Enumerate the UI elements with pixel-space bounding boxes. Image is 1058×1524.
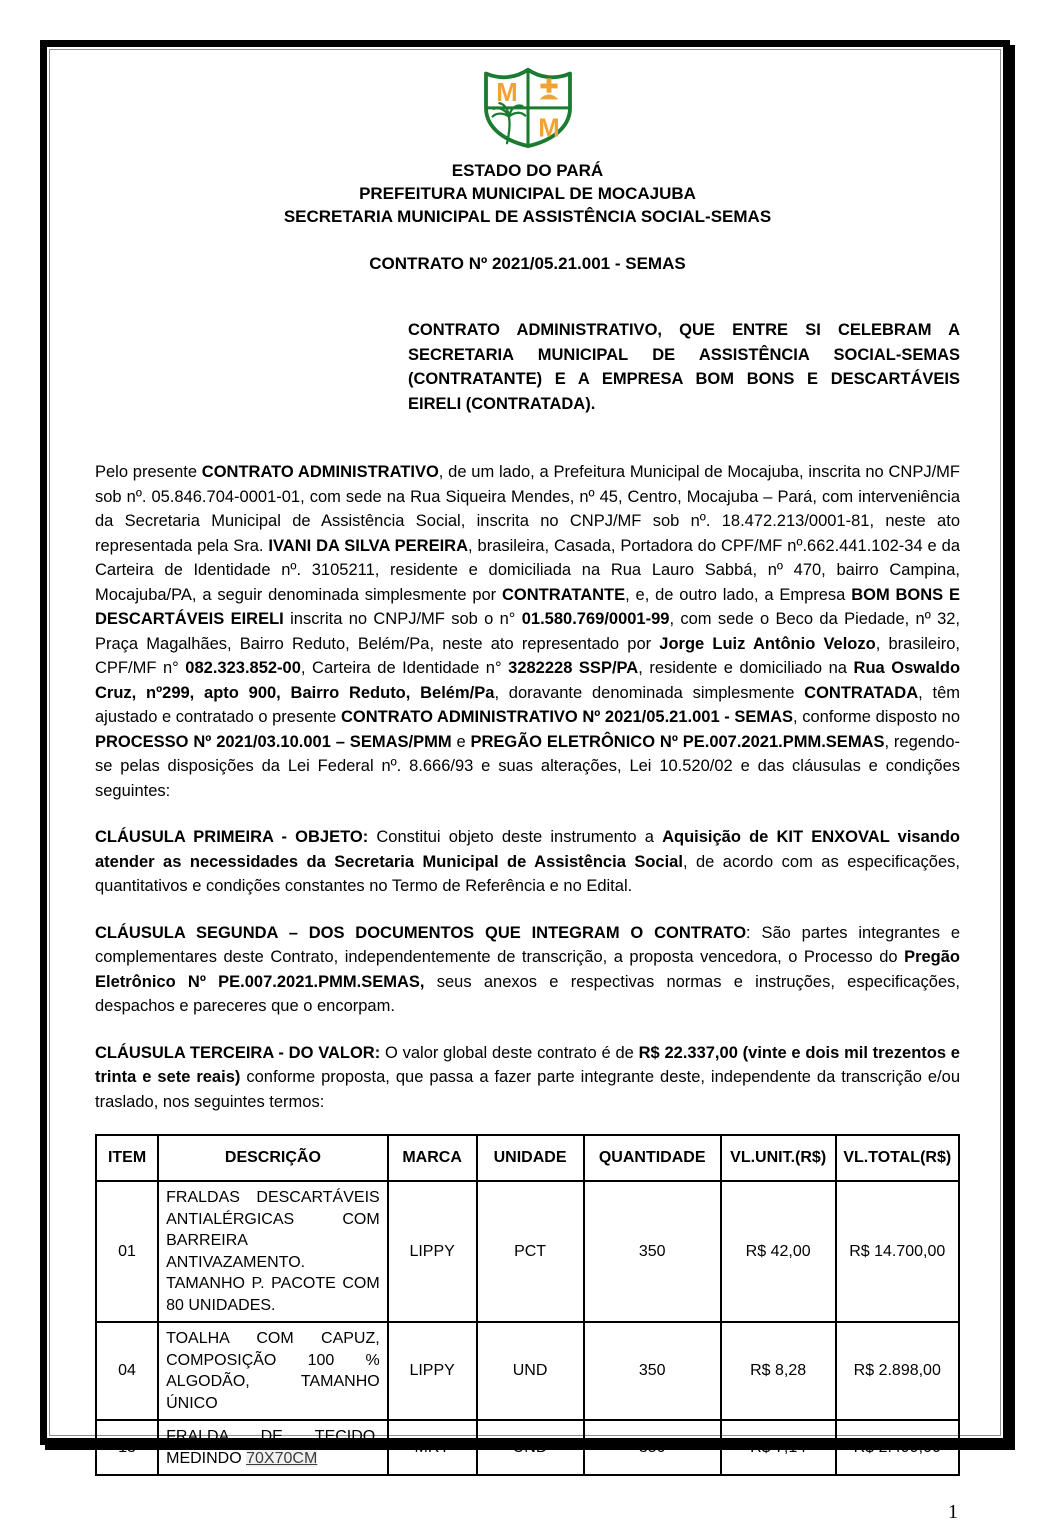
- text-segment: CLÁUSULA PRIMEIRA - OBJETO:: [95, 828, 369, 846]
- paragraph-clausula-primeira: [95, 825, 960, 899]
- cell-marca: MRY: [388, 1420, 477, 1475]
- cell-descricao: [158, 1420, 388, 1475]
- text-segment: Aquisição de KIT ENXOVAL visando atender as necessidades da Secretaria Municipal de Assistência Social: [95, 828, 960, 871]
- text-segment: FRALDA DE TECIDO, MEDINDO: [166, 1428, 380, 1467]
- column-header: QUANTIDADE: [584, 1135, 721, 1181]
- text-segment: seus anexos e respectivas normas e instruções, especificações, despachos e pareceres que o encorpam.: [95, 972, 960, 1015]
- column-header: VL.TOTAL(R$): [836, 1135, 959, 1181]
- org-line: SECRETARIA MUNICIPAL DE ASSISTÊNCIA SOCIAL-SEMAS: [283, 207, 772, 226]
- org-line: ESTADO DO PARÁ: [451, 161, 604, 180]
- cell-descricao: [158, 1322, 388, 1420]
- cell-item: 01: [96, 1181, 158, 1322]
- text-segment: , de um lado, a Prefeitura Municipal de Mocajuba, inscrita no CNPJ/MF sob nº. 05.846.704-0001-01, com sede na Rua Siqueira Mendes, nº 45, Centro, Mocajuba – Pará, com interveniência da Secretaria Municipal de Assistência Social, inscrita no CNPJ/MF sob nº. 18.472.213/0001-81, neste ato representada pela Sra.: [95, 463, 960, 555]
- text-segment: R$ 22.337,00 (vinte e dois mil trezentos e trinta e sete reais): [95, 1043, 960, 1086]
- cell-quantidade: 350: [584, 1181, 721, 1322]
- text-segment: CLÁUSULA TERCEIRA - DO VALOR:: [95, 1043, 381, 1062]
- text-segment: : São partes integrantes e complementares deste Contrato, independentemente de transcrição, a proposta vencedora, o Processo do: [95, 923, 960, 966]
- text-segment: CONTRATO ADMINISTRATIVO, QUE ENTRE SI CELEBRAM A SECRETARIA MUNICIPAL DE ASSISTÊNCIA SOCIAL-SEMAS (CONTRATANTE) E A EMPRESA BOM BONS E DESCARTÁVEIS EIRELI (CONTRATADA).: [408, 321, 960, 413]
- text-segment: Jorge Luiz Antônio Velozo: [659, 634, 876, 653]
- paragraph-clausula-terceira: [95, 1041, 960, 1115]
- text-segment: O valor global deste contrato é de: [380, 1043, 639, 1062]
- table-row: [96, 1181, 959, 1322]
- cell-unidade: UND: [477, 1322, 584, 1420]
- page-inner-border: [49, 49, 1001, 1523]
- svg-text:M: M: [495, 79, 518, 108]
- cell-descricao: [158, 1181, 388, 1322]
- items-table: [95, 1134, 960, 1476]
- cell-vl-unit: R$ 7,14: [721, 1420, 836, 1475]
- text-segment: , brasileiro, CPF/MF n°: [95, 634, 961, 677]
- logo-wrap: [95, 64, 960, 155]
- text-segment: Pelo presente: [95, 463, 202, 481]
- text-segment: 70X70CM: [246, 1449, 318, 1467]
- cell-vl-total: R$ 14.700,00: [836, 1181, 959, 1322]
- text-segment: Constitui objeto deste instrumento a: [368, 828, 663, 846]
- text-segment: CONTRATO ADMINISTRATIVO Nº 2021/05.21.001 - SEMAS: [340, 708, 793, 726]
- cell-marca: LIPPY: [388, 1181, 477, 1322]
- org-lines: [95, 159, 960, 228]
- text-segment: , regendo-se pelas disposições da Lei Federal nº. 8.666/93 e suas alterações, Lei 10.520/02 e das cláusulas e condições seguintes:: [95, 732, 960, 800]
- items-table-header-row: [96, 1135, 959, 1181]
- column-header: MARCA: [388, 1135, 477, 1181]
- text-segment: inscrita no CNPJ/MF sob o n°: [283, 610, 522, 628]
- cell-vl-unit: R$ 42,00: [721, 1181, 836, 1322]
- text-segment: , conforme disposto no: [793, 708, 960, 726]
- table-row: [96, 1322, 959, 1420]
- text-segment: CONTRATANTE: [502, 585, 626, 604]
- cell-marca: LIPPY: [388, 1322, 477, 1420]
- column-header: ITEM: [96, 1135, 158, 1181]
- items-table-body: [96, 1181, 959, 1475]
- cell-vl-total: R$ 2.499,00: [836, 1420, 959, 1475]
- cell-vl-unit: R$ 8,28: [721, 1322, 836, 1420]
- contract-title: CONTRATO Nº 2021/05.21.001 - SEMAS: [369, 254, 686, 273]
- text-segment: , Carteira de Identidade n°: [300, 659, 509, 677]
- text-segment: 082.323.852-00: [185, 659, 301, 677]
- page-number: 1: [948, 1501, 958, 1523]
- column-header: UNIDADE: [477, 1135, 584, 1181]
- page-border: [40, 40, 1010, 1523]
- text-segment: CONTRATO ADMINISTRATIVO: [201, 463, 439, 481]
- cell-item: 13: [96, 1420, 158, 1475]
- text-segment: CONTRATADA: [804, 683, 919, 702]
- org-line: PREFEITURA MUNICIPAL DE MOCAJUBA: [359, 184, 696, 203]
- text-segment: , doravante denominada simplesmente: [494, 683, 805, 702]
- cell-unidade: UND: [477, 1420, 584, 1475]
- text-segment: Pregão Eletrônico Nº PE.007.2021.PMM.SEMAS,: [95, 948, 960, 991]
- column-header: VL.UNIT.(R$): [721, 1135, 836, 1181]
- text-segment: conforme proposta, que passa a fazer parte integrante deste, independente da transcrição e/ou traslado, nos seguintes termos:: [95, 1068, 960, 1111]
- svg-text:M: M: [537, 114, 560, 143]
- text-segment: TOALHA COM CAPUZ, COMPOSIÇÃO 100 % ALGODÃO, TAMANHO ÚNICO: [166, 1330, 380, 1412]
- municipal-crest-icon: [480, 64, 576, 148]
- text-segment: , brasileira, Casada, Portadora do CPF/MF nº.662.441.102-34 e da Carteira de Identidade nº. 3105211, residente e domiciliada na Rua Lauro Sabbá, nº 470, bairro Campina, Mocajuba/PA, a seguir denominada simplesmente por: [95, 536, 960, 604]
- cell-unidade: PCT: [477, 1181, 584, 1322]
- cell-quantidade: 350: [584, 1420, 721, 1475]
- cell-vl-total: R$ 2.898,00: [836, 1322, 959, 1420]
- text-segment: , residente e domiciliado na: [638, 659, 854, 677]
- column-header: DESCRIÇÃO: [158, 1135, 388, 1181]
- text-segment: CLÁUSULA SEGUNDA – DOS DOCUMENTOS QUE INTEGRAM O CONTRATO: [95, 923, 747, 942]
- text-segment: 3282228 SSP/PA: [508, 659, 639, 677]
- text-segment: IVANI DA SILVA PEREIRA: [268, 536, 469, 555]
- text-segment: , têm ajustado e contratado o presente: [95, 683, 961, 726]
- table-row: [96, 1420, 959, 1475]
- text-segment: , com sede o Beco da Piedade, nº 32, Praça Magalhães, Bairro Reduto, Belém/Pa, neste ato representado por: [95, 610, 961, 653]
- cell-quantidade: 350: [584, 1322, 721, 1420]
- text-segment: BOM BONS E DESCARTÁVEIS EIRELI: [95, 585, 961, 628]
- text-segment: FRALDAS DESCARTÁVEIS ANTIALÉRGICAS COM BARREIRA ANTIVAZAMENTO. TAMANHO P. PACOTE COM 80 UNIDADES.: [166, 1189, 380, 1314]
- text-segment: 01.580.769/0001-99: [521, 610, 670, 628]
- text-segment: Rua Oswaldo Cruz, nº299, apto 900, Bairro Reduto, Belém/Pa: [95, 659, 961, 702]
- paragraph-preambulo: [95, 460, 960, 803]
- recital-block: [408, 318, 960, 416]
- text-segment: , de acordo com as especificações, quantitativos e condições constantes no Termo de Referência e no Edital.: [95, 852, 960, 895]
- text-segment: , e, de outro lado, a Empresa: [625, 585, 852, 604]
- document-content: [50, 50, 1000, 1524]
- text-segment: e: [451, 732, 471, 751]
- text-segment: PREGÃO ELETRÔNICO Nº PE.007.2021.PMM.SEMAS: [470, 732, 885, 751]
- cell-item: 04: [96, 1322, 158, 1420]
- text-segment: PROCESSO Nº 2021/03.10.001 – SEMAS/PMM: [95, 732, 452, 751]
- paragraph-clausula-segunda: [95, 921, 960, 1019]
